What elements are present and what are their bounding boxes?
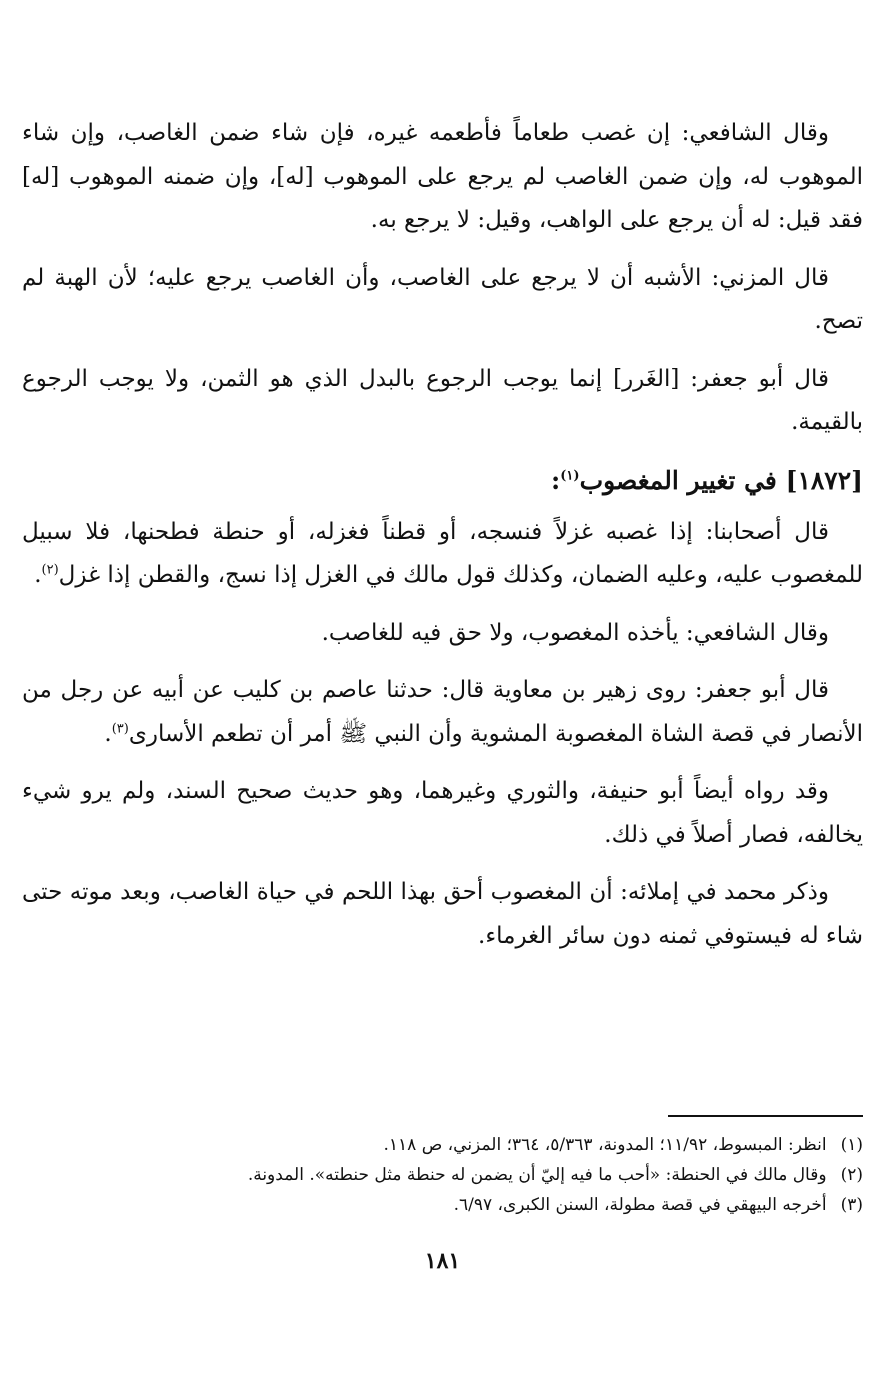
footnote-number: (١) (840, 1135, 863, 1155)
footnote-separator (668, 1115, 863, 1117)
page-number: ١٨١ (424, 1248, 461, 1274)
section-number: [١٨٧٢] (785, 465, 863, 495)
footnote-text: وقال مالك في الحنطة: «أحب ما فيه إليّ أن يضمن له حنطة مثل حنطته». المدونة. (247, 1165, 827, 1185)
paragraph-5: وقال الشافعي: يأخذه المغصوب، ولا حق فيه للغاصب. (321, 619, 829, 646)
paragraph-2: قال المزني: الأشبه أن لا يرجع على الغاصب، وأن الغاصب يرجع عليه؛ لأن الهبة لم تصح. (22, 264, 863, 334)
section-title: في تغيير المغصوب (579, 465, 777, 495)
footnote-1 (22, 1130, 863, 1160)
footnote-number: (٣) (840, 1195, 863, 1215)
footnote-ref-3: (٣) (111, 720, 129, 736)
footnote-2 (22, 1160, 863, 1190)
paragraph-6: قال أبو جعفر: روى زهير بن معاوية قال: حدثنا عاصم بن كليب عن أبيه عن رجل من الأنصار في قصة الشاة المغصوبة المشوية وأن النبي ﷺ أمر أن تطعم الأسارى$^{(٣)}$. (22, 677, 863, 747)
paragraph-4: قال أصحابنا: إذا غصبه غزلاً فنسجه، أو قطناً فغزله، أو حنطة فطحنها، فلا سبيل للمغصوب عليه، وعليه الضمان، وكذلك قول مالك في الغزل إذا نسج، والقطن إذا غزل$^{(٢)}$. (22, 518, 863, 588)
paragraph-1: وقال الشافعي: إن غصب طعاماً فأطعمه غيره، فإن شاء ضمن الغاصب، وإن شاء الموهوب له، وإن ضمن الغاصب لم يرجع على الموهوب [له]، وإن ضمنه الموهوب [له] فقد قيل: له أن يرجع على الواهب، وقيل: لا يرجع به. (22, 120, 863, 233)
paragraph-3: قال أبو جعفر: [الغَرر] إنما يوجب الرجوع بالبدل الذي هو الثمن، ولا يوجب الرجوع بالقيمة. (22, 365, 863, 435)
footnote-text: انظر: المبسوط، ١١/٩٢؛ المدونة، ٥/٣٦٣، ٣٦٤؛ المزني، ص ١١٨. (383, 1135, 827, 1155)
footnote-3 (22, 1190, 863, 1220)
footnote-number: (٢) (840, 1165, 863, 1185)
paragraph-7: وقد رواه أيضاً أبو حنيفة، والثوري وغيرهما، وهو حديث صحيح السند، ولم يرو شيء يخالفه، فصار أصلاً في ذلك. (22, 778, 863, 848)
footnotes (22, 1130, 863, 1220)
footnote-ref-1: (١) (560, 468, 580, 484)
footnote-ref-2: (٢) (41, 562, 59, 578)
section-heading: [١٨٧٢] في تغيير المغصوب$^{(١)}$: (551, 465, 863, 495)
paragraph-8: وذكر محمد في إملائه: أن المغصوب أحق بهذا اللحم في حياة الغاصب، وبعد موته حتى شاء له فيستوفي ثمنه دون سائر الغرماء. (22, 879, 863, 949)
main-text (22, 112, 863, 972)
footnote-text: أخرجه البيهقي في قصة مطولة، السنن الكبرى، ٦/٩٧. (453, 1195, 827, 1215)
